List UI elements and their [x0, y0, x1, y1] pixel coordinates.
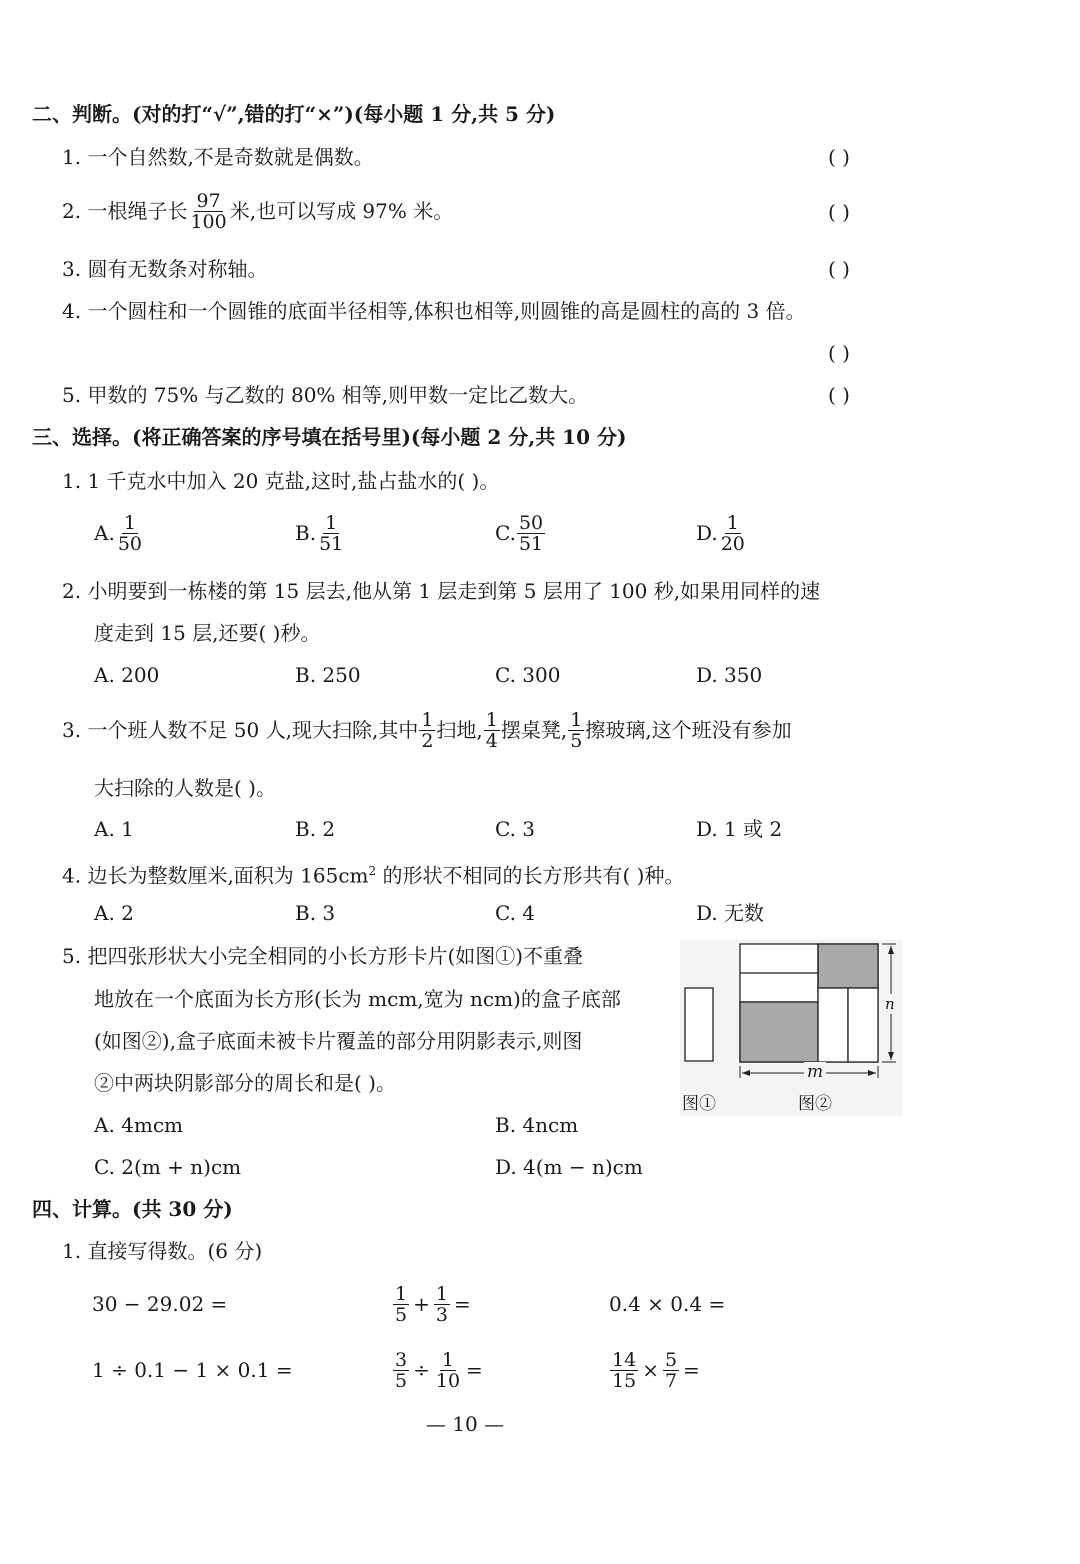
- option-label: A.: [94, 521, 115, 545]
- superscript: 2: [368, 864, 377, 878]
- choice-q5-line1: 5. 把四张形状大小完全相同的小长方形卡片(如图①)不重叠: [62, 944, 584, 968]
- judge-q5: 5. 甲数的 75% 与乙数的 80% 相等,则甲数一定比乙数大。: [62, 383, 589, 407]
- fraction-denominator: 10: [435, 1369, 461, 1392]
- expr-3: 0.4 × 0.4 =: [609, 1292, 726, 1316]
- calc-q1: 1. 直接写得数。(6 分): [62, 1239, 263, 1263]
- caption-fig2: 图②: [798, 1094, 832, 1114]
- text-segment: 4. 边长为整数厘米,面积为 165cm: [62, 863, 369, 888]
- fraction: [393, 1350, 409, 1391]
- section3-title: 三、选择。(将正确答案的序号填在括号里)(每小题 2 分,共 10 分): [32, 425, 627, 449]
- shaded-region-bottom: [740, 1002, 818, 1062]
- choice-q4: [62, 859, 684, 888]
- judge-q2-text-a: 2. 一根绳子长: [62, 199, 188, 223]
- option-a[interactable]: A. 200: [94, 663, 160, 687]
- figure-cards-box: [680, 940, 902, 1116]
- fraction-numerator: 3: [395, 1348, 408, 1371]
- section2-title: 二、判断。(对的打“√”,错的打“×”)(每小题 1 分,共 5 分): [32, 102, 556, 126]
- option-a[interactable]: [94, 510, 145, 556]
- fraction-denominator: 5: [395, 1303, 408, 1326]
- option-c[interactable]: C. 300: [495, 663, 561, 687]
- answer-paren[interactable]: ( ): [828, 341, 850, 365]
- option-c[interactable]: C. 2(m + n)cm: [94, 1155, 242, 1179]
- fraction: [116, 513, 144, 554]
- section4-title: 四、计算。(共 30 分): [32, 1197, 233, 1221]
- option-d[interactable]: D. 1 或 2: [696, 817, 783, 841]
- fraction-numerator: 1: [421, 708, 434, 731]
- option-label: B.: [295, 521, 317, 545]
- fraction: [610, 1350, 638, 1391]
- fraction-denominator: 5: [570, 729, 583, 752]
- equals: =: [466, 1358, 483, 1382]
- operator: ×: [642, 1358, 659, 1382]
- fraction-numerator: 1: [435, 1282, 448, 1305]
- fraction-denominator: 5: [395, 1369, 408, 1392]
- fraction: [663, 1350, 679, 1391]
- option-a[interactable]: A. 1: [94, 817, 134, 841]
- judge-q3: 3. 圆有无数条对称轴。: [62, 257, 268, 281]
- equals: =: [453, 1292, 471, 1316]
- option-b[interactable]: B. 3: [295, 901, 336, 925]
- choice-q5-line2: 地放在一个底面为长方形(长为 mcm,宽为 ncm)的盒子底部: [94, 987, 621, 1011]
- option-c[interactable]: C. 3: [495, 817, 536, 841]
- option-b[interactable]: [295, 510, 346, 556]
- fraction-denominator: 51: [518, 532, 544, 555]
- fraction: [484, 710, 500, 751]
- fraction-denominator: 50: [117, 532, 142, 555]
- fraction-denominator: 2: [421, 729, 434, 752]
- fraction: [317, 513, 345, 554]
- operator: ÷: [413, 1358, 430, 1382]
- option-b[interactable]: B. 2: [295, 817, 336, 841]
- equals: =: [683, 1358, 700, 1382]
- fraction-numerator: 5: [664, 1348, 678, 1371]
- fraction: [188, 191, 228, 232]
- fraction-numerator: 50: [518, 511, 544, 534]
- answer-paren[interactable]: ( ): [828, 383, 850, 407]
- fraction: [393, 1284, 409, 1325]
- option-c[interactable]: [495, 510, 546, 556]
- operator: +: [413, 1292, 430, 1316]
- fraction-numerator: 1: [485, 708, 498, 731]
- option-b[interactable]: B. 4ncm: [495, 1113, 579, 1137]
- judge-q4: 4. 一个圆柱和一个圆锥的底面半径相等,体积也相等,则圆锥的高是圆柱的高的 3 倍。: [62, 299, 806, 323]
- judge-q1: 1. 一个自然数,不是奇数就是偶数。: [62, 145, 374, 169]
- expr-5: [392, 1346, 483, 1394]
- fraction-numerator: 1: [570, 708, 583, 731]
- fraction: [434, 1284, 450, 1325]
- text-segment: 摆桌凳,: [500, 718, 568, 742]
- choice-q3-line1: [62, 707, 792, 753]
- option-a[interactable]: A. 2: [94, 901, 134, 925]
- choice-q5-line4: ②中两块阴影部分的周长和是( )。: [94, 1071, 396, 1095]
- fraction-denominator: 100: [190, 210, 227, 233]
- fraction: [517, 513, 545, 554]
- label-m: m: [804, 1062, 826, 1082]
- page-number: — 10 —: [425, 1412, 505, 1436]
- fraction-denominator: 15: [612, 1369, 637, 1392]
- expr-6: [609, 1346, 700, 1394]
- text-segment: 扫地,: [436, 718, 483, 742]
- option-b[interactable]: B. 250: [295, 663, 361, 687]
- answer-paren[interactable]: ( ): [828, 200, 850, 224]
- choice-q1: 1. 1 千克水中加入 20 克盐,这时,盐占盐水的( )。: [62, 469, 500, 493]
- text-segment: 的形状不相同的长方形共有( )种。: [376, 863, 685, 888]
- fraction-numerator: 1: [441, 1348, 454, 1371]
- option-d[interactable]: D. 4(m − n)cm: [495, 1155, 643, 1179]
- fraction-numerator: 1: [726, 511, 739, 534]
- fraction-numerator: 97: [196, 189, 221, 212]
- fraction-numerator: 14: [612, 1348, 637, 1371]
- option-d[interactable]: D. 无数: [696, 901, 765, 925]
- choice-q2-line2: 度走到 15 层,还要( )秒。: [94, 621, 321, 645]
- caption-fig1: 图①: [682, 1094, 716, 1114]
- judge-q2-text-b: 米,也可以写成 97% 米。: [229, 199, 454, 223]
- expr-4: 1 ÷ 0.1 − 1 × 0.1 =: [92, 1358, 293, 1382]
- expr-2: [392, 1280, 471, 1328]
- answer-paren[interactable]: ( ): [828, 257, 850, 281]
- fraction-denominator: 7: [664, 1369, 678, 1392]
- option-d[interactable]: D. 350: [696, 663, 763, 687]
- fraction-numerator: 1: [325, 511, 338, 534]
- option-a[interactable]: A. 4mcm: [94, 1113, 184, 1137]
- shaded-region-top: [818, 944, 878, 988]
- fraction-denominator: 4: [485, 729, 498, 752]
- fraction: [719, 513, 747, 554]
- fig1-card: [685, 988, 713, 1061]
- fraction-denominator: 3: [435, 1303, 448, 1326]
- fraction-numerator: 1: [123, 511, 136, 534]
- fraction-numerator: 1: [395, 1282, 408, 1305]
- judge-q2: [62, 188, 453, 234]
- label-n: n: [885, 995, 895, 1013]
- figure-drawing: [680, 940, 902, 1116]
- fraction: [568, 710, 584, 751]
- fraction: [434, 1350, 462, 1391]
- option-label: C.: [495, 521, 516, 545]
- fraction-denominator: 51: [319, 532, 344, 555]
- choice-q5-line3: (如图②),盒子底面未被卡片覆盖的部分用阴影表示,则图: [94, 1029, 583, 1053]
- text-segment: 3. 一个班人数不足 50 人,现大扫除,其中: [62, 718, 419, 742]
- choice-q3-line2: 大扫除的人数是( )。: [94, 776, 276, 800]
- answer-paren[interactable]: ( ): [828, 145, 850, 169]
- choice-q2-line1: 2. 小明要到一栋楼的第 15 层去,他从第 1 层走到第 5 层用了 100 秒,如果用同样的速: [62, 579, 821, 603]
- option-c[interactable]: C. 4: [495, 901, 536, 925]
- option-d[interactable]: [696, 510, 748, 556]
- option-label: D.: [696, 521, 718, 545]
- expr-1: 30 − 29.02 =: [92, 1292, 228, 1316]
- fraction-denominator: 20: [720, 532, 745, 555]
- text-segment: 擦玻璃,这个班没有参加: [585, 718, 792, 742]
- fraction: [419, 710, 435, 751]
